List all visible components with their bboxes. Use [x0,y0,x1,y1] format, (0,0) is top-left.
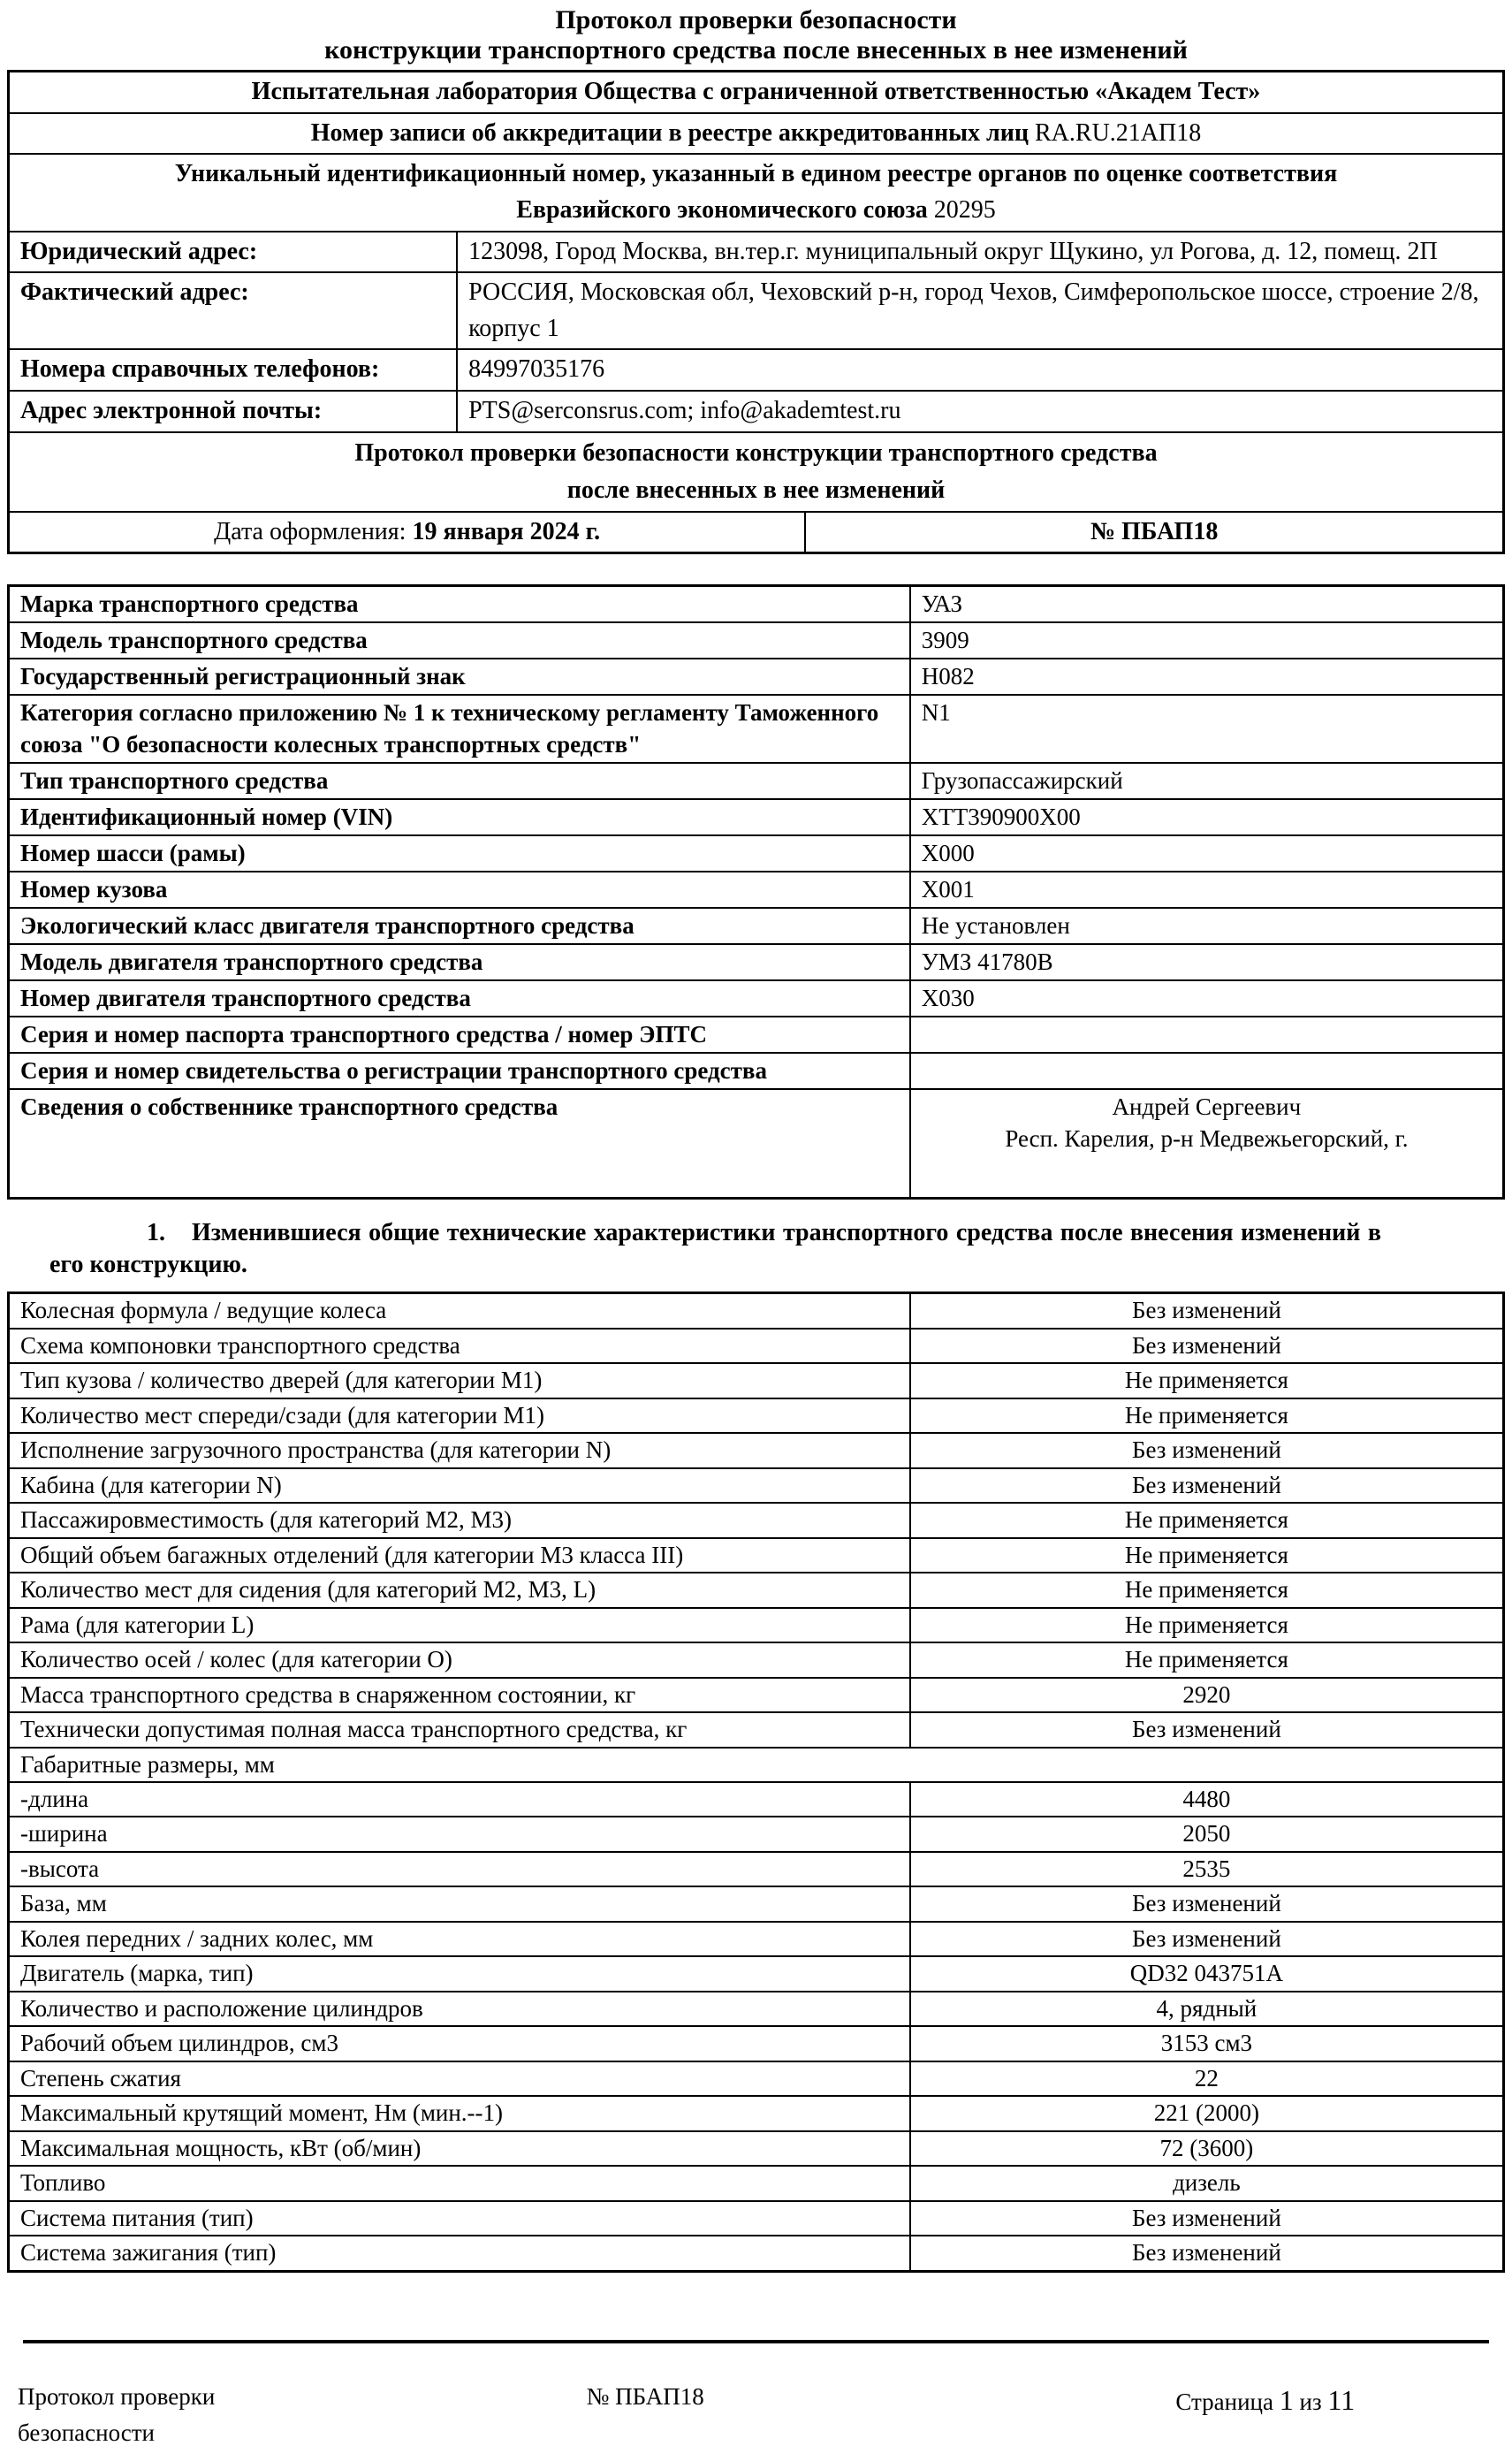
characteristic-row [9,1573,1504,1607]
lab-contact-row [9,232,1504,273]
characteristic-label: Технически допустимая полная масса транспортного средства, кг [9,1712,910,1747]
vehicle-row-value: 3909 [910,622,1504,659]
characteristic-row [9,1398,1504,1433]
characteristic-value: 4480 [910,1782,1504,1817]
characteristic-value: Без изменений [910,1468,1504,1503]
vehicle-info-row [9,835,1504,872]
characteristic-label: Количество осей / колес (для категории O) [9,1642,910,1677]
vehicle-info-row [9,1017,1504,1053]
accreditation-label: Номер записи об аккредитации в реестре аккредитованных лиц [310,118,1029,147]
characteristic-label: Степень сжатия [9,2061,910,2096]
characteristic-value: Без изменений [910,1712,1504,1747]
vehicle-row-label: Тип транспортного средства [9,763,910,799]
unique-number-label-line1: Уникальный идентификационный номер, указанный в едином реестре органов по оценке соответствия [174,160,1338,188]
characteristic-value: 2535 [910,1852,1504,1886]
characteristic-value: Без изменений [910,1293,1504,1329]
vehicle-row-value [910,1053,1504,1089]
changed-characteristics-table [7,1291,1505,2272]
vehicle-row-value [910,1017,1504,1053]
characteristic-label: Система зажигания (тип) [9,2236,910,2271]
page-footer [7,2379,1505,2453]
page-bottom-spacer [7,2273,1505,2290]
footer-page-total: 11 [1327,2383,1356,2416]
characteristic-value: Не применяется [910,1398,1504,1433]
vehicle-row-label: Государственный регистрационный знак [9,659,910,695]
characteristic-row [9,2236,1504,2271]
characteristic-row [9,1363,1504,1398]
accreditation-row [9,113,1504,155]
vehicle-row-label: Идентификационный номер (VIN) [9,799,910,835]
characteristic-row [9,1886,1504,1921]
characteristic-row [9,1468,1504,1503]
footer-document-name-line1: Протокол проверки [18,2382,216,2410]
characteristic-value: 221 (2000) [910,2096,1504,2130]
vehicle-row-label: Модель транспортного средства [9,622,910,659]
unique-number-line2 [20,193,1492,229]
characteristic-label: -высота [9,1852,910,1886]
vehicle-info-row [9,944,1504,980]
characteristic-row [9,1329,1504,1363]
characteristic-label: Максимальная мощность, кВт (об/мин) [9,2131,910,2166]
dimensions-header-row [9,1748,1504,1782]
characteristic-label: Колесная формула / ведущие колеса [9,1293,910,1329]
characteristic-label: База, мм [9,1886,910,1921]
characteristic-row [9,2061,1504,2096]
contact-row-value: РОССИЯ, Московская обл, Чеховский р-н, город Чехов, Симферопольское шоссе, строение 2/8, корпус 1 [457,272,1503,349]
vehicle-row-value: X000 [910,835,1504,872]
characteristic-label: Двигатель (марка, тип) [9,1956,910,1991]
contact-row-value: 123098, Город Москва, вн.тер.г. муниципальный округ Щукино, ул Рогова, д. 12, помещ. 2П [457,232,1503,273]
characteristic-value: QD32 043751A [910,1956,1504,1991]
characteristic-label: Количество и расположение цилиндров [9,1992,910,2026]
characteristic-label: Исполнение загрузочного пространства (для категории N) [9,1433,910,1467]
characteristic-label: Система питания (тип) [9,2201,910,2236]
protocol-title-line2: после внесенных в нее изменений [566,476,946,504]
characteristic-label: Рама (для категории L) [9,1608,910,1642]
vehicle-row-label: Номер двигателя транспортного средства [9,980,910,1017]
vehicle-row-value: УМЗ 41780В [910,944,1504,980]
date-number-row [9,512,1504,553]
date-label: Дата оформления: [214,517,406,545]
characteristic-value: Без изменений [910,1329,1504,1363]
characteristic-value: Без изменений [910,1433,1504,1467]
protocol-number: № ПБАП18 [805,512,1503,553]
unique-number-row [9,154,1504,231]
section-1-number: 1. [147,1218,165,1246]
characteristic-label: Масса транспортного средства в снаряженном состоянии, кг [9,1678,910,1712]
vehicle-row-value: Грузопассажирский [910,763,1504,799]
unique-number-value: 20295 [933,195,996,224]
characteristic-row [9,1608,1504,1642]
unique-number-label-line2: Евразийского экономического союза [516,195,928,224]
vehicle-row-label: Серия и номер паспорта транспортного средства / номер ЭПТС [9,1017,910,1053]
owner-spacer [922,1154,1492,1195]
characteristic-row [9,2131,1504,2166]
document-title-line1: Протокол проверки безопасности [555,5,957,34]
characteristic-row [9,1852,1504,1886]
characteristic-label: Пассажировместимость (для категорий M2, M3) [9,1503,910,1537]
characteristic-row [9,1782,1504,1817]
date-value: 19 января 2024 г. [412,517,601,545]
contact-row-label: Юридический адрес: [9,232,458,273]
characteristic-label: -длина [9,1782,910,1817]
contact-row-label: Адрес электронной почты: [9,391,458,432]
protocol-title-cell [9,432,1504,512]
vehicle-info-row [9,908,1504,944]
characteristic-value: Не применяется [910,1608,1504,1642]
characteristic-row [9,1992,1504,2026]
characteristic-value: Не применяется [910,1503,1504,1537]
lab-contact-row [9,349,1504,391]
characteristic-row [9,1922,1504,1956]
vehicle-info-row [9,622,1504,659]
lab-name-row [9,72,1504,113]
vehicle-info-row [9,695,1504,762]
owner-label: Сведения о собственнике транспортного средства [9,1089,910,1198]
characteristic-value: 2050 [910,1817,1504,1851]
lab-info-table [7,70,1505,554]
vehicle-row-label: Экологический класс двигателя транспортного средства [9,908,910,944]
characteristic-label: Количество мест спереди/сзади (для категории M1) [9,1398,910,1433]
vehicle-info-table [7,584,1505,1200]
characteristic-value: Без изменений [910,1886,1504,1921]
section-1-heading [7,1217,1505,1282]
unique-number-cell [9,154,1504,231]
vehicle-info-row [9,799,1504,835]
characteristic-row [9,1712,1504,1747]
characteristic-value: Без изменений [910,2201,1504,2236]
characteristic-label: Тип кузова / количество дверей (для категории M1) [9,1363,910,1398]
protocol-title-line1: Протокол проверки безопасности конструкции транспортного средства [354,438,1158,467]
dimensions-header: Габаритные размеры, мм [9,1748,1504,1782]
accreditation-cell [9,113,1504,155]
characteristic-label: Максимальный крутящий момент, Нм (мин.--1) [9,2096,910,2130]
vehicle-row-value: XTT390900X00 [910,799,1504,835]
characteristic-value: 4, рядный [910,1992,1504,2026]
characteristic-value: 2920 [910,1678,1504,1712]
footer-document-name [18,2379,265,2453]
owner-name: Андрей Сергеевич [1112,1093,1302,1121]
footer-document-name-line2: безопасности [18,2419,155,2447]
characteristic-label: Колея передних / задних колес, мм [9,1922,910,1956]
characteristic-label: Схема компоновки транспортного средства [9,1329,910,1363]
characteristic-row [9,1293,1504,1329]
characteristic-row [9,1538,1504,1573]
characteristic-value: 72 (3600) [910,2131,1504,2166]
vehicle-info-row [9,586,1504,623]
vehicle-info-row [9,980,1504,1017]
characteristic-value: Не применяется [910,1573,1504,1607]
characteristic-label: Кабина (для категории N) [9,1468,910,1503]
vehicle-info-row [9,763,1504,799]
lab-name: Испытательная лаборатория Общества с ограниченной ответственностью «Академ Тест» [9,72,1504,113]
vehicle-owner-row [9,1089,1504,1198]
vehicle-row-label: Номер кузова [9,872,910,908]
characteristic-row [9,1956,1504,1991]
characteristic-label: Общий объем багажных отделений (для категории M3 класса III) [9,1538,910,1573]
footer-page-current: 1 [1279,2383,1294,2416]
footer-page-word: Страница [1175,2388,1273,2415]
vehicle-row-label: Номер шасси (рамы) [9,835,910,872]
vehicle-info-row [9,659,1504,695]
characteristic-value: Не применяется [910,1538,1504,1573]
vehicle-row-value: X001 [910,872,1504,908]
characteristic-row [9,2096,1504,2130]
characteristic-label: Топливо [9,2166,910,2200]
characteristic-value: Не применяется [910,1642,1504,1677]
characteristic-row [9,1817,1504,1851]
characteristic-row [9,2201,1504,2236]
vehicle-row-value: X030 [910,980,1504,1017]
characteristic-label: Количество мест для сидения (для категорий M2, M3, L) [9,1573,910,1607]
contact-row-label: Номера справочных телефонов: [9,349,458,391]
characteristic-value: Не применяется [910,1363,1504,1398]
vehicle-row-value: Н082 [910,659,1504,695]
characteristic-row [9,1642,1504,1677]
lab-contact-row [9,272,1504,349]
vehicle-row-value: УАЗ [910,586,1504,623]
contact-row-value: 84997035176 [457,349,1503,391]
vehicle-info-row [9,1053,1504,1089]
section-1-text: Изменившиеся общие технические характеристики транспортного средства после внесения изменений в его конструкцию. [49,1218,1381,1279]
characteristic-label: Рабочий объем цилиндров, см3 [9,2026,910,2061]
vehicle-row-label: Серия и номер свидетельства о регистрации транспортного средства [9,1053,910,1089]
owner-address: Респ. Карелия, р-н Медвежьегорский, г. [1005,1124,1409,1152]
vehicle-row-value: Не установлен [910,908,1504,944]
vehicle-row-value: N1 [910,695,1504,762]
footer-of-word: из [1299,2388,1322,2415]
contact-row-value: PTS@serconsrus.com; info@akademtest.ru [457,391,1503,432]
characteristic-label: -ширина [9,1817,910,1851]
owner-value [910,1089,1504,1198]
footer-divider [23,2340,1489,2343]
characteristic-row [9,1503,1504,1537]
contact-row-label: Фактический адрес: [9,272,458,349]
vehicle-row-label: Марка транспортного средства [9,586,910,623]
characteristic-value: 3153 см3 [910,2026,1504,2061]
document-title-line2: конструкции транспортного средства после внесенных в нее изменений [324,34,1188,65]
lab-contact-row [9,391,1504,432]
document-title [7,4,1505,70]
characteristic-value: дизель [910,2166,1504,2200]
characteristic-row [9,1678,1504,1712]
date-cell [9,512,806,553]
vehicle-row-label: Категория согласно приложению № 1 к техническому регламенту Таможенного союза "О безопасности колесных транспортных средств" [9,695,910,762]
characteristic-row [9,1433,1504,1467]
protocol-title-row [9,432,1504,512]
footer-page-indicator [904,2379,1494,2453]
vehicle-row-label: Модель двигателя транспортного средства [9,944,910,980]
characteristic-row [9,2026,1504,2061]
footer-protocol-number: № ПБАП18 [586,2382,704,2410]
characteristic-value: 22 [910,2061,1504,2096]
vehicle-info-row [9,872,1504,908]
characteristic-row [9,2166,1504,2200]
characteristic-value: Без изменений [910,2236,1504,2271]
characteristic-value: Без изменений [910,1922,1504,1956]
accreditation-value: RA.RU.21АП18 [1035,118,1202,147]
